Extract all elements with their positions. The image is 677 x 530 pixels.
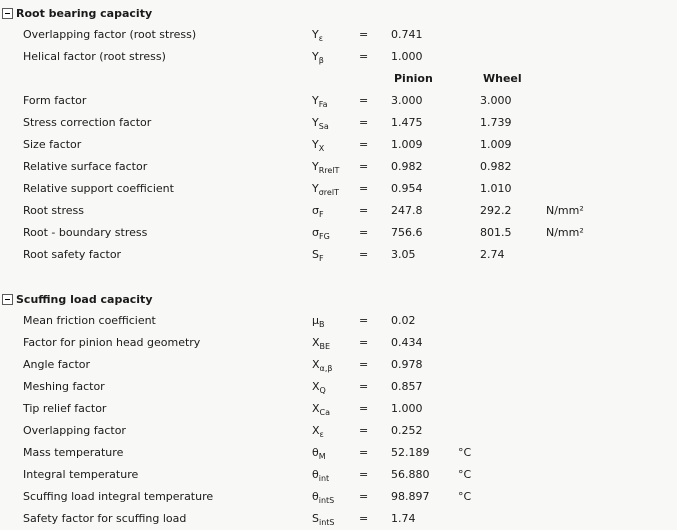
- table-row: [0, 402, 677, 416]
- symbol-main: X: [312, 424, 320, 437]
- pinion-value: 1.000: [391, 50, 423, 63]
- symbol-subscript: β: [318, 56, 324, 65]
- wheel-value: 1.010: [480, 182, 512, 195]
- row-label: Root - boundary stress: [23, 226, 148, 239]
- symbol-main: X: [312, 358, 320, 371]
- value: 0.252: [391, 424, 423, 437]
- symbol-subscript: B: [319, 320, 325, 329]
- row-symbol: [312, 358, 332, 373]
- table-row: [0, 490, 677, 504]
- symbol-main: X: [312, 402, 320, 415]
- table-row: [0, 182, 677, 196]
- row-symbol: [312, 380, 326, 395]
- collapse-scuffing-icon[interactable]: [2, 294, 13, 305]
- symbol-subscript: M: [318, 452, 326, 461]
- unit: N/mm²: [546, 226, 584, 239]
- symbol-subscript: ε: [318, 34, 324, 43]
- value: 1.000: [391, 402, 423, 415]
- wheel-value: 292.2: [480, 204, 512, 217]
- equals-sign: =: [359, 336, 369, 349]
- row-label: Safety factor for scuffing load: [23, 512, 187, 525]
- row-label: Integral temperature: [23, 468, 139, 481]
- row-symbol: [312, 248, 324, 263]
- row-label: Stress correction factor: [23, 116, 152, 129]
- row-symbol: [312, 468, 329, 483]
- symbol-main: Y: [312, 182, 319, 195]
- value: 56.880: [391, 468, 430, 481]
- row-symbol: [312, 446, 326, 461]
- row-label: Relative surface factor: [23, 160, 148, 173]
- column-header-row: [0, 72, 677, 86]
- symbol-main: Y: [312, 116, 319, 129]
- pinion-value: 1.475: [391, 116, 423, 129]
- row-label: Angle factor: [23, 358, 91, 371]
- row-label: Size factor: [23, 138, 82, 151]
- row-label: Tip relief factor: [23, 402, 107, 415]
- symbol-subscript: Fa: [318, 100, 328, 109]
- table-row: [0, 204, 677, 218]
- row-label: Scuffing load integral temperature: [23, 490, 214, 503]
- column-header-pinion: Pinion: [394, 72, 433, 85]
- row-label: Relative support coefficient: [23, 182, 174, 195]
- symbol-main: θ: [312, 468, 319, 481]
- row-symbol: [312, 336, 330, 351]
- row-label: Root stress: [23, 204, 84, 217]
- wheel-value: 3.000: [480, 94, 512, 107]
- row-symbol: [312, 28, 323, 43]
- row-label: Factor for pinion head geometry: [23, 336, 201, 349]
- pinion-value: 3.000: [391, 94, 423, 107]
- symbol-subscript: Sa: [318, 122, 329, 131]
- table-row: [0, 314, 677, 328]
- row-symbol: [312, 94, 328, 109]
- equals-sign: =: [359, 182, 369, 195]
- symbol-main: X: [312, 380, 320, 393]
- row-label: Helical factor (root stress): [23, 50, 166, 63]
- equals-sign: =: [359, 28, 369, 41]
- table-row: [0, 512, 677, 526]
- symbol-subscript: int: [318, 474, 330, 483]
- collapse-root-bearing-icon[interactable]: [2, 8, 13, 19]
- table-row: [0, 358, 677, 372]
- symbol-main: Y: [312, 160, 319, 173]
- row-label: Overlapping factor: [23, 424, 126, 437]
- symbol-subscript: σrelT: [318, 188, 339, 197]
- symbol-subscript: Ca: [319, 408, 331, 417]
- equals-sign: =: [359, 402, 369, 415]
- symbol-subscript: F: [318, 210, 324, 219]
- symbol-subscript: α,β: [319, 364, 333, 373]
- equals-sign: =: [359, 490, 369, 503]
- value: 0.978: [391, 358, 423, 371]
- wheel-value: 1.009: [480, 138, 512, 151]
- wheel-value: 2.74: [480, 248, 505, 261]
- table-row: [0, 138, 677, 152]
- equals-sign: =: [359, 50, 369, 63]
- row-symbol: [312, 116, 329, 131]
- symbol-subscript: intS: [318, 496, 335, 505]
- equals-sign: =: [359, 380, 369, 393]
- pinion-value: 3.05: [391, 248, 416, 261]
- symbol-main: θ: [312, 490, 319, 503]
- equals-sign: =: [359, 248, 369, 261]
- equals-sign: =: [359, 94, 369, 107]
- value: 0.02: [391, 314, 416, 327]
- symbol-subscript: F: [318, 254, 324, 263]
- symbol-main: X: [312, 336, 320, 349]
- symbol-main: S: [312, 248, 319, 261]
- wheel-value: 0.982: [480, 160, 512, 173]
- section-scuffing: [2, 292, 153, 306]
- symbol-main: S: [312, 512, 319, 525]
- symbol-subscript: RrelT: [318, 166, 340, 175]
- value: 0.434: [391, 336, 423, 349]
- equals-sign: =: [359, 512, 369, 525]
- section-root-bearing: [2, 6, 152, 20]
- row-symbol: [312, 402, 330, 417]
- value: 98.897: [391, 490, 430, 503]
- symbol-subscript: X: [318, 144, 325, 153]
- row-symbol: [312, 314, 325, 329]
- equals-sign: =: [359, 446, 369, 459]
- row-symbol: [312, 182, 339, 197]
- row-label: Mean friction coefficient: [23, 314, 156, 327]
- pinion-value: 0.954: [391, 182, 423, 195]
- pinion-value: 756.6: [391, 226, 423, 239]
- row-label: Form factor: [23, 94, 87, 107]
- symbol-main: σ: [312, 204, 319, 217]
- value: 0.857: [391, 380, 423, 393]
- column-header-wheel: Wheel: [483, 72, 522, 85]
- symbol-subscript: ε: [319, 430, 324, 439]
- row-symbol: [312, 226, 330, 241]
- symbol-main: σ: [312, 226, 319, 239]
- unit: °C: [458, 490, 472, 503]
- symbol-main: Y: [312, 138, 319, 151]
- table-row: [0, 446, 677, 460]
- equals-sign: =: [359, 116, 369, 129]
- row-symbol: [312, 512, 335, 527]
- table-row: [0, 226, 677, 240]
- pinion-value: 1.009: [391, 138, 423, 151]
- equals-sign: =: [359, 138, 369, 151]
- row-symbol: [312, 424, 324, 439]
- symbol-main: Y: [312, 28, 319, 41]
- symbol-main: Y: [312, 94, 319, 107]
- equals-sign: =: [359, 468, 369, 481]
- symbol-main: θ: [312, 446, 319, 459]
- symbol-subscript: FG: [318, 232, 330, 241]
- row-label: Mass temperature: [23, 446, 124, 459]
- table-row: [0, 28, 677, 42]
- row-symbol: [312, 138, 324, 153]
- equals-sign: =: [359, 226, 369, 239]
- row-symbol: [312, 160, 339, 175]
- pinion-value: 0.741: [391, 28, 423, 41]
- section-title: Root bearing capacity: [16, 6, 153, 20]
- table-row: [0, 160, 677, 174]
- table-row: [0, 116, 677, 130]
- wheel-value: 1.739: [480, 116, 512, 129]
- unit: °C: [458, 446, 472, 459]
- table-row: [0, 94, 677, 108]
- unit: °C: [458, 468, 472, 481]
- table-row: [0, 336, 677, 350]
- table-row: [0, 380, 677, 394]
- equals-sign: =: [359, 424, 369, 437]
- row-label: Root safety factor: [23, 248, 122, 261]
- equals-sign: =: [359, 160, 369, 173]
- pinion-value: 247.8: [391, 204, 423, 217]
- symbol-subscript: intS: [318, 518, 335, 527]
- value: 52.189: [391, 446, 430, 459]
- table-row: [0, 50, 677, 64]
- table-row: [0, 248, 677, 262]
- equals-sign: =: [359, 314, 369, 327]
- row-symbol: [312, 204, 324, 219]
- unit: N/mm²: [546, 204, 584, 217]
- pinion-value: 0.982: [391, 160, 423, 173]
- row-symbol: [312, 50, 324, 65]
- symbol-main: Y: [312, 50, 319, 63]
- row-label: Overlapping factor (root stress): [23, 28, 197, 41]
- table-row: [0, 424, 677, 438]
- wheel-value: 801.5: [480, 226, 512, 239]
- table-row: [0, 468, 677, 482]
- symbol-main: μ: [312, 314, 319, 327]
- value: 1.74: [391, 512, 416, 525]
- symbol-subscript: BE: [319, 342, 331, 351]
- symbol-subscript: Q: [319, 386, 326, 395]
- row-label: Meshing factor: [23, 380, 105, 393]
- section-title: Scuffing load capacity: [16, 292, 153, 306]
- equals-sign: =: [359, 358, 369, 371]
- equals-sign: =: [359, 204, 369, 217]
- row-symbol: [312, 490, 334, 505]
